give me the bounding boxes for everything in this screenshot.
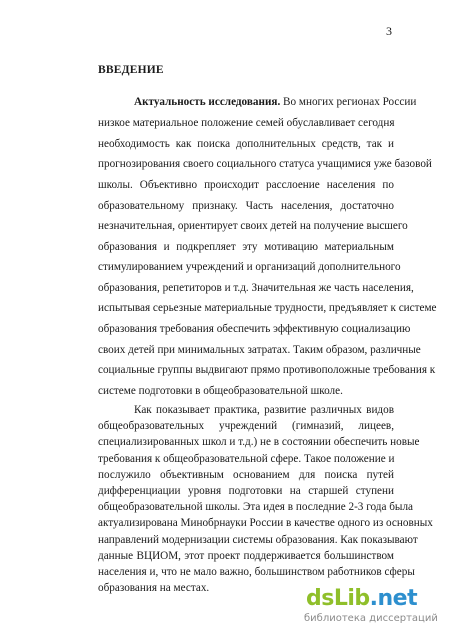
paragraph-line: Актуальность исследования. Во многих регионах России: [134, 96, 417, 108]
paragraph-line: образования требования обеспечить эффективную социализацию: [98, 323, 411, 335]
paragraph-line: образования на местах.: [98, 582, 210, 595]
section-heading: ВВЕДЕНИЕ: [98, 64, 164, 76]
paragraph-line: общеобразовательной школы. Эта идея в последние 2-3 года была: [98, 501, 413, 514]
page-number: 3: [386, 24, 392, 38]
dslib-logo: dsLib.net: [306, 586, 418, 611]
paragraph-line: стимулированием учреждений и организаций дополнительного: [98, 261, 401, 273]
paragraph-line: своих детей при минимальных затратах. Таким образом, различные: [98, 344, 421, 356]
paragraph-line: требования к общеобразовательной сфере. Такое положение и: [98, 452, 395, 465]
paragraph-line: дифференциации уровня подготовки на старшей ступени: [98, 485, 394, 497]
watermark-subtitle: библиотека диссертаций: [304, 613, 438, 624]
paragraph-line: образовательному признаку. Часть населения, достаточно: [98, 200, 394, 212]
paragraph-line: Как показывает практика, развитие различных видов: [134, 404, 394, 416]
paragraph-line: незначительная, ориентирует своих детей на получение высшего: [98, 220, 408, 232]
paragraph-line: прогнозирования своего социального статуса учащимися уже базовой: [98, 158, 432, 170]
paragraph-line: населения и, что не мало важно, большинством работников сферы: [98, 566, 415, 578]
paragraph-line: школы. Объективно происходит расслоение населения по: [98, 179, 394, 191]
paragraph-line: системе подготовки в общеобразовательной школе.: [98, 385, 343, 397]
paragraph-line: необходимость как поиска дополнительных средств, так и: [98, 138, 394, 150]
paragraph-line: направлений модернизации системы образования. Как показывают: [98, 533, 418, 546]
paragraph-line: низкое материальное положение семей обуславливает сегодня: [98, 117, 395, 129]
paragraph-line: специализированных школ и т.д.) не в состоянии обеспечить новые: [98, 436, 420, 449]
lead-term: Актуальность исследования.: [134, 96, 281, 108]
paragraph-line: испытывая серьезные материальные трудности, предъявляет к системе: [98, 302, 437, 314]
paragraph-line: актуализирована Минобрнауки России в качестве одного из основных: [98, 517, 433, 530]
paragraph-line: общеобразовательных учреждений (гимназий, лицеев,: [98, 420, 394, 433]
paragraph-line: социальные группы выдвигают прямо противоположные требования к: [98, 364, 436, 376]
dslib-watermark: [300, 586, 448, 628]
paragraph-line: образования и подкрепляет эту мотивацию материальным: [98, 241, 394, 253]
paragraph-line: послужило объективным основанием для поиска путей: [98, 468, 394, 481]
paragraph-line: образования, репетиторов и т.д. Значительная же часть населения,: [98, 282, 414, 294]
paragraph-line: данные ВЦИОМ, этот проект поддерживается большинством: [98, 549, 394, 562]
